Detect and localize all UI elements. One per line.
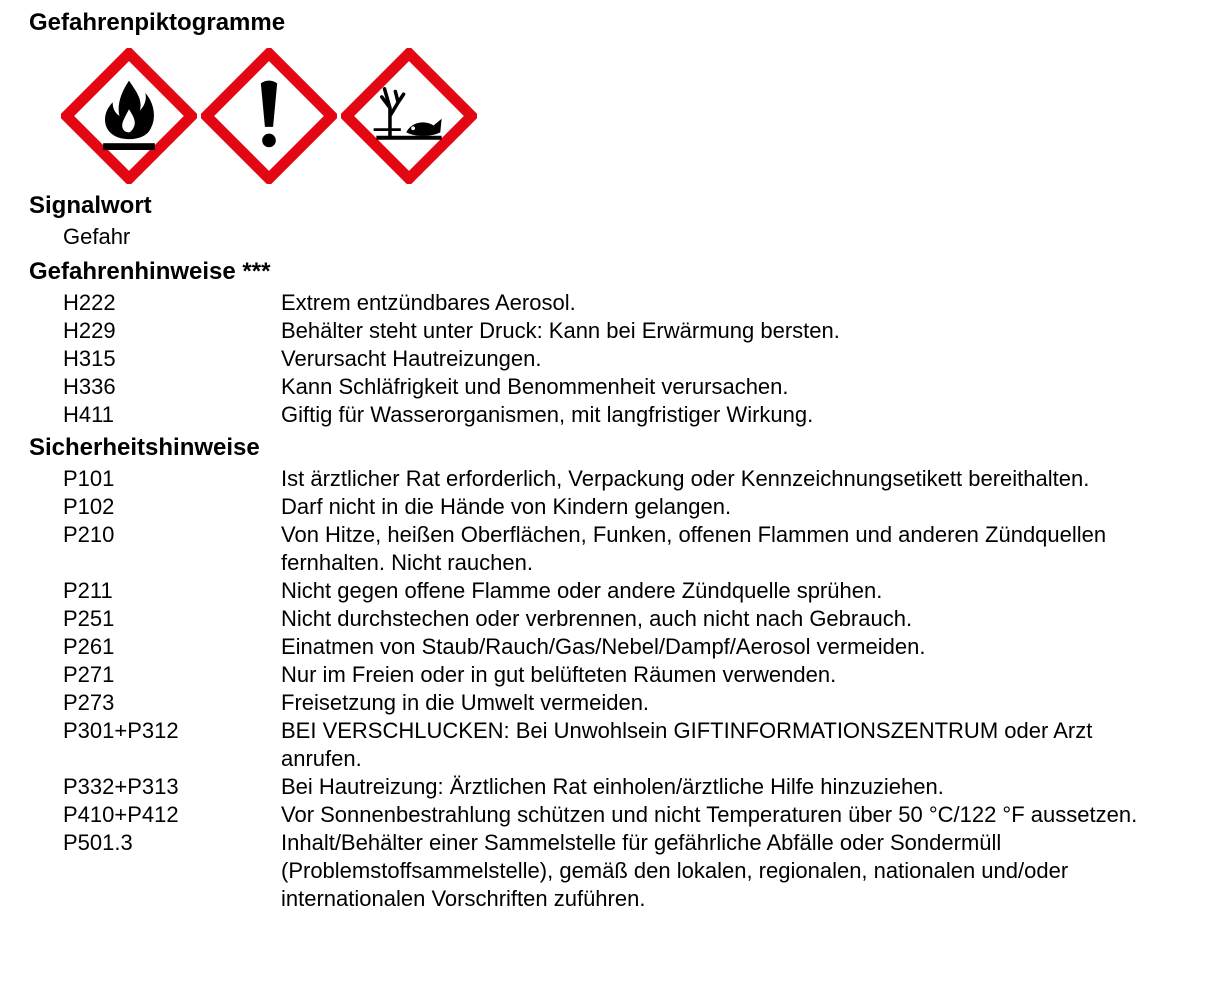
list-item bbox=[29, 605, 1199, 633]
list-item bbox=[29, 493, 1199, 521]
statement-text: Darf nicht in die Hände von Kindern gelangen. bbox=[281, 494, 732, 519]
list-item bbox=[29, 401, 1199, 429]
list-item bbox=[29, 829, 1199, 913]
safety-label-document bbox=[29, 8, 1199, 917]
statement-text: Extrem entzündbares Aerosol. bbox=[281, 290, 576, 315]
statement-code: H336 bbox=[63, 374, 116, 399]
hazard-statements-list bbox=[29, 289, 1199, 429]
statement-text: Verursacht Hautreizungen. bbox=[281, 346, 542, 371]
list-item bbox=[29, 689, 1199, 717]
list-item bbox=[29, 773, 1199, 801]
statement-code: P410+P412 bbox=[63, 802, 179, 827]
statement-text: Ist ärztlicher Rat erforderlich, Verpackung oder Kennzeichnungsetikett bereithalten. bbox=[281, 466, 1090, 491]
statement-code: P251 bbox=[63, 606, 115, 631]
list-item bbox=[29, 345, 1199, 373]
statement-text: Giftig für Wasserorganismen, mit langfristiger Wirkung. bbox=[281, 402, 814, 427]
statement-code: H222 bbox=[63, 290, 116, 315]
list-item bbox=[29, 717, 1199, 773]
list-item bbox=[29, 577, 1199, 605]
signal-word: Gefahr bbox=[63, 224, 131, 249]
list-item bbox=[29, 289, 1199, 317]
statement-text: Bei Hautreizung: Ärztlichen Rat einholen/ärztliche Hilfe hinzuziehen. bbox=[281, 774, 944, 799]
statement-code: H315 bbox=[63, 346, 116, 371]
statement-text: BEI VERSCHLUCKEN: Bei Unwohlsein GIFTINFORMATIONSZENTRUM oder Arzt anrufen. bbox=[281, 718, 1093, 771]
statement-text: Inhalt/Behälter einer Sammelstelle für gefährliche Abfälle oder Sondermüll (Problemstoffsammelstelle), gemäß den lokalen, regionalen, nationalen und/oder internationalen Vorschriften zuführen. bbox=[281, 830, 1069, 911]
statement-text: Nur im Freien oder in gut belüfteten Räumen verwenden. bbox=[281, 662, 837, 687]
statement-code: P261 bbox=[63, 634, 115, 659]
pictogram-row bbox=[61, 45, 1199, 187]
list-item bbox=[29, 465, 1199, 493]
statement-text: Nicht gegen offene Flamme oder andere Zündquelle sprühen. bbox=[281, 578, 883, 603]
statement-text: Nicht durchstechen oder verbrennen, auch nicht nach Gebrauch. bbox=[281, 606, 913, 631]
precautionary-statements-heading: Sicherheitshinweise bbox=[29, 434, 260, 461]
statement-text: Von Hitze, heißen Oberflächen, Funken, offenen Flammen und anderen Zündquellen fernhalten. Nicht rauchen. bbox=[281, 522, 1107, 575]
exclamation-mark-icon bbox=[201, 48, 337, 184]
statement-code: P273 bbox=[63, 690, 115, 715]
pictograms-heading: Gefahrenpiktogramme bbox=[29, 9, 286, 36]
list-item bbox=[29, 633, 1199, 661]
statement-text: Kann Schläfrigkeit und Benommenheit verursachen. bbox=[281, 374, 789, 399]
list-item bbox=[29, 317, 1199, 345]
statement-code: H411 bbox=[63, 402, 114, 427]
list-item bbox=[29, 801, 1199, 829]
statement-code: P271 bbox=[63, 662, 115, 687]
statement-code: P210 bbox=[63, 522, 115, 547]
statement-text: Vor Sonnenbestrahlung schützen und nicht Temperaturen über 50 °C/122 °F aussetzen. bbox=[281, 802, 1138, 827]
list-item bbox=[29, 521, 1199, 577]
list-item bbox=[29, 661, 1199, 689]
statement-code: P102 bbox=[63, 494, 115, 519]
signal-word-heading: Signalwort bbox=[29, 192, 152, 219]
hazard-statements-heading: Gefahrenhinweise *** bbox=[29, 258, 271, 285]
environment-icon bbox=[341, 48, 477, 184]
statement-text: Einatmen von Staub/Rauch/Gas/Nebel/Dampf/Aerosol vermeiden. bbox=[281, 634, 926, 659]
list-item bbox=[29, 373, 1199, 401]
statement-code: P332+P313 bbox=[63, 774, 179, 799]
statement-text: Freisetzung in die Umwelt vermeiden. bbox=[281, 690, 650, 715]
statement-code: P211 bbox=[63, 578, 113, 603]
statement-code: P301+P312 bbox=[63, 718, 179, 743]
statement-text: Behälter steht unter Druck: Kann bei Erwärmung bersten. bbox=[281, 318, 840, 343]
precautionary-statements-list bbox=[29, 465, 1199, 913]
statement-code: P501.3 bbox=[63, 830, 133, 855]
statement-code: P101 bbox=[63, 466, 115, 491]
flame-icon bbox=[61, 48, 197, 184]
statement-code: H229 bbox=[63, 318, 116, 343]
